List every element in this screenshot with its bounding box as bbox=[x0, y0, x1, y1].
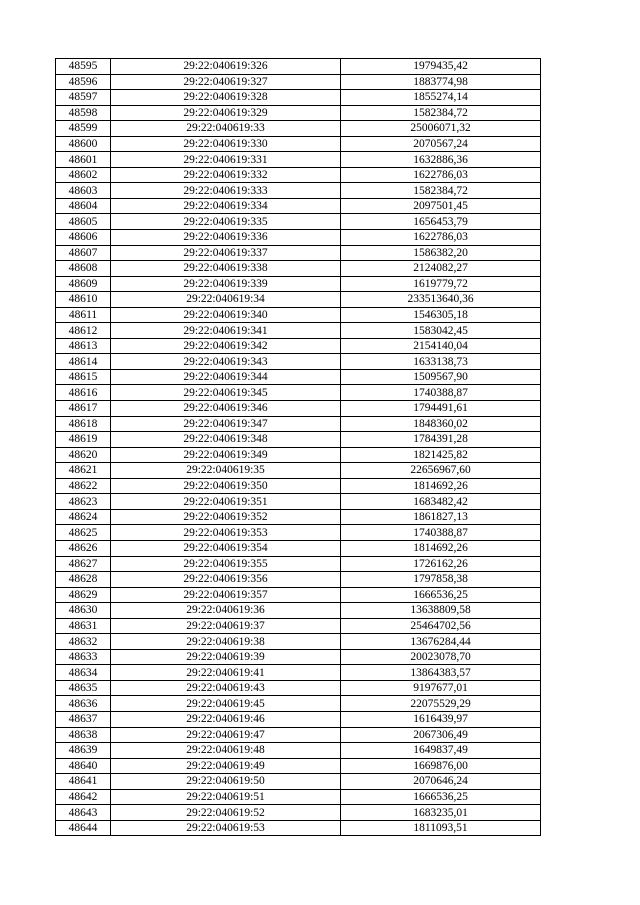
table-row bbox=[56, 680, 541, 696]
row-number-cell: 48606 bbox=[56, 230, 111, 246]
value-cell: 1649837,49 bbox=[341, 743, 541, 759]
cadastral-number-cell: 29:22:040619:345 bbox=[111, 385, 341, 401]
table-row bbox=[56, 230, 541, 246]
value-cell: 1683235,01 bbox=[341, 805, 541, 821]
table-row bbox=[56, 369, 541, 385]
cadastral-number-cell: 29:22:040619:52 bbox=[111, 805, 341, 821]
row-number-cell: 48609 bbox=[56, 276, 111, 292]
table-row bbox=[56, 121, 541, 137]
table-row bbox=[56, 416, 541, 432]
cadastral-number-cell: 29:22:040619:349 bbox=[111, 447, 341, 463]
cadastral-number-cell: 29:22:040619:326 bbox=[111, 59, 341, 75]
row-number-cell: 48611 bbox=[56, 307, 111, 323]
cadastral-number-cell: 29:22:040619:36 bbox=[111, 603, 341, 619]
cadastral-number-cell: 29:22:040619:335 bbox=[111, 214, 341, 230]
cadastral-number-cell: 29:22:040619:354 bbox=[111, 540, 341, 556]
table-row bbox=[56, 401, 541, 417]
table-row bbox=[56, 711, 541, 727]
row-number-cell: 48626 bbox=[56, 540, 111, 556]
row-number-cell: 48623 bbox=[56, 494, 111, 510]
value-cell: 1509567,90 bbox=[341, 369, 541, 385]
value-cell: 1740388,87 bbox=[341, 525, 541, 541]
table-row bbox=[56, 789, 541, 805]
table-row bbox=[56, 463, 541, 479]
value-cell: 1814692,26 bbox=[341, 540, 541, 556]
value-cell: 1666536,25 bbox=[341, 789, 541, 805]
cadastral-number-cell: 29:22:040619:333 bbox=[111, 183, 341, 199]
row-number-cell: 48642 bbox=[56, 789, 111, 805]
cadastral-number-cell: 29:22:040619:340 bbox=[111, 307, 341, 323]
cadastral-number-cell: 29:22:040619:346 bbox=[111, 401, 341, 417]
cadastral-number-cell: 29:22:040619:41 bbox=[111, 665, 341, 681]
table-row bbox=[56, 261, 541, 277]
cadastral-number-cell: 29:22:040619:46 bbox=[111, 711, 341, 727]
row-number-cell: 48610 bbox=[56, 292, 111, 308]
row-number-cell: 48632 bbox=[56, 634, 111, 650]
value-cell: 1740388,87 bbox=[341, 385, 541, 401]
cadastral-number-cell: 29:22:040619:48 bbox=[111, 743, 341, 759]
table-row bbox=[56, 307, 541, 323]
value-cell: 1582384,72 bbox=[341, 183, 541, 199]
value-cell: 1586382,20 bbox=[341, 245, 541, 261]
row-number-cell: 48633 bbox=[56, 649, 111, 665]
table-row bbox=[56, 618, 541, 634]
value-cell: 2070567,24 bbox=[341, 136, 541, 152]
cadastral-number-cell: 29:22:040619:38 bbox=[111, 634, 341, 650]
table-row bbox=[56, 665, 541, 681]
value-cell: 1583042,45 bbox=[341, 323, 541, 339]
table-row bbox=[56, 509, 541, 525]
table-row bbox=[56, 478, 541, 494]
value-cell: 1619779,72 bbox=[341, 276, 541, 292]
row-number-cell: 48616 bbox=[56, 385, 111, 401]
table-row bbox=[56, 385, 541, 401]
row-number-cell: 48620 bbox=[56, 447, 111, 463]
cadastral-number-cell: 29:22:040619:37 bbox=[111, 618, 341, 634]
cadastral-number-cell: 29:22:040619:355 bbox=[111, 556, 341, 572]
table-row bbox=[56, 634, 541, 650]
table-row bbox=[56, 572, 541, 588]
row-number-cell: 48597 bbox=[56, 90, 111, 106]
cadastral-number-cell: 29:22:040619:337 bbox=[111, 245, 341, 261]
cadastral-number-cell: 29:22:040619:50 bbox=[111, 774, 341, 790]
table-row bbox=[56, 136, 541, 152]
value-cell: 2067306,49 bbox=[341, 727, 541, 743]
row-number-cell: 48614 bbox=[56, 354, 111, 370]
row-number-cell: 48612 bbox=[56, 323, 111, 339]
table-row bbox=[56, 774, 541, 790]
cadastral-number-cell: 29:22:040619:334 bbox=[111, 198, 341, 214]
row-number-cell: 48608 bbox=[56, 261, 111, 277]
table-body bbox=[56, 59, 541, 836]
table-row bbox=[56, 214, 541, 230]
table-row bbox=[56, 820, 541, 836]
table-row bbox=[56, 198, 541, 214]
cadastral-number-cell: 29:22:040619:331 bbox=[111, 152, 341, 168]
value-cell: 2070646,24 bbox=[341, 774, 541, 790]
row-number-cell: 48637 bbox=[56, 711, 111, 727]
value-cell: 1861827,13 bbox=[341, 509, 541, 525]
value-cell: 1622786,03 bbox=[341, 230, 541, 246]
cadastral-number-cell: 29:22:040619:332 bbox=[111, 167, 341, 183]
table-row bbox=[56, 292, 541, 308]
value-cell: 13676284,44 bbox=[341, 634, 541, 650]
row-number-cell: 48618 bbox=[56, 416, 111, 432]
table-row bbox=[56, 696, 541, 712]
row-number-cell: 48615 bbox=[56, 369, 111, 385]
value-cell: 1546305,18 bbox=[341, 307, 541, 323]
row-number-cell: 48613 bbox=[56, 338, 111, 354]
cadastral-number-cell: 29:22:040619:342 bbox=[111, 338, 341, 354]
value-cell: 1622786,03 bbox=[341, 167, 541, 183]
table-row bbox=[56, 245, 541, 261]
data-table bbox=[55, 58, 541, 836]
cadastral-number-cell: 29:22:040619:51 bbox=[111, 789, 341, 805]
table-row bbox=[56, 649, 541, 665]
cadastral-number-cell: 29:22:040619:47 bbox=[111, 727, 341, 743]
row-number-cell: 48617 bbox=[56, 401, 111, 417]
cadastral-number-cell: 29:22:040619:353 bbox=[111, 525, 341, 541]
table-row bbox=[56, 494, 541, 510]
row-number-cell: 48604 bbox=[56, 198, 111, 214]
cadastral-number-cell: 29:22:040619:329 bbox=[111, 105, 341, 121]
row-number-cell: 48628 bbox=[56, 572, 111, 588]
cadastral-number-cell: 29:22:040619:336 bbox=[111, 230, 341, 246]
table-row bbox=[56, 447, 541, 463]
value-cell: 1794491,61 bbox=[341, 401, 541, 417]
value-cell: 1632886,36 bbox=[341, 152, 541, 168]
value-cell: 1656453,79 bbox=[341, 214, 541, 230]
table-row bbox=[56, 805, 541, 821]
value-cell: 1814692,26 bbox=[341, 478, 541, 494]
cadastral-number-cell: 29:22:040619:356 bbox=[111, 572, 341, 588]
row-number-cell: 48598 bbox=[56, 105, 111, 121]
row-number-cell: 48634 bbox=[56, 665, 111, 681]
row-number-cell: 48603 bbox=[56, 183, 111, 199]
cadastral-number-cell: 29:22:040619:35 bbox=[111, 463, 341, 479]
value-cell: 1811093,51 bbox=[341, 820, 541, 836]
value-cell: 1666536,25 bbox=[341, 587, 541, 603]
value-cell: 13638809,58 bbox=[341, 603, 541, 619]
row-number-cell: 48625 bbox=[56, 525, 111, 541]
cadastral-number-cell: 29:22:040619:341 bbox=[111, 323, 341, 339]
row-number-cell: 48629 bbox=[56, 587, 111, 603]
row-number-cell: 48622 bbox=[56, 478, 111, 494]
value-cell: 1726162,26 bbox=[341, 556, 541, 572]
value-cell: 1883774,98 bbox=[341, 74, 541, 90]
row-number-cell: 48599 bbox=[56, 121, 111, 137]
row-number-cell: 48607 bbox=[56, 245, 111, 261]
row-number-cell: 48605 bbox=[56, 214, 111, 230]
cadastral-number-cell: 29:22:040619:357 bbox=[111, 587, 341, 603]
cadastral-number-cell: 29:22:040619:350 bbox=[111, 478, 341, 494]
cadastral-number-cell: 29:22:040619:45 bbox=[111, 696, 341, 712]
value-cell: 233513640,36 bbox=[341, 292, 541, 308]
value-cell: 1683482,42 bbox=[341, 494, 541, 510]
row-number-cell: 48627 bbox=[56, 556, 111, 572]
value-cell: 1669876,00 bbox=[341, 758, 541, 774]
table-row bbox=[56, 556, 541, 572]
table-row bbox=[56, 587, 541, 603]
value-cell: 22656967,60 bbox=[341, 463, 541, 479]
row-number-cell: 48621 bbox=[56, 463, 111, 479]
table-row bbox=[56, 74, 541, 90]
cadastral-number-cell: 29:22:040619:53 bbox=[111, 820, 341, 836]
row-number-cell: 48639 bbox=[56, 743, 111, 759]
row-number-cell: 48595 bbox=[56, 59, 111, 75]
row-number-cell: 48624 bbox=[56, 509, 111, 525]
table-row bbox=[56, 354, 541, 370]
cadastral-number-cell: 29:22:040619:49 bbox=[111, 758, 341, 774]
cadastral-number-cell: 29:22:040619:348 bbox=[111, 432, 341, 448]
value-cell: 20023078,70 bbox=[341, 649, 541, 665]
value-cell: 9197677,01 bbox=[341, 680, 541, 696]
cadastral-number-cell: 29:22:040619:339 bbox=[111, 276, 341, 292]
table-row bbox=[56, 183, 541, 199]
cadastral-number-cell: 29:22:040619:327 bbox=[111, 74, 341, 90]
row-number-cell: 48601 bbox=[56, 152, 111, 168]
row-number-cell: 48630 bbox=[56, 603, 111, 619]
cadastral-number-cell: 29:22:040619:39 bbox=[111, 649, 341, 665]
table-row bbox=[56, 323, 541, 339]
table-row bbox=[56, 727, 541, 743]
value-cell: 1784391,28 bbox=[341, 432, 541, 448]
value-cell: 1848360,02 bbox=[341, 416, 541, 432]
value-cell: 1821425,82 bbox=[341, 447, 541, 463]
cadastral-number-cell: 29:22:040619:43 bbox=[111, 680, 341, 696]
value-cell: 1855274,14 bbox=[341, 90, 541, 106]
row-number-cell: 48638 bbox=[56, 727, 111, 743]
row-number-cell: 48631 bbox=[56, 618, 111, 634]
table-row bbox=[56, 525, 541, 541]
value-cell: 1797858,38 bbox=[341, 572, 541, 588]
row-number-cell: 48602 bbox=[56, 167, 111, 183]
row-number-cell: 48600 bbox=[56, 136, 111, 152]
row-number-cell: 48643 bbox=[56, 805, 111, 821]
cadastral-number-cell: 29:22:040619:347 bbox=[111, 416, 341, 432]
cadastral-number-cell: 29:22:040619:328 bbox=[111, 90, 341, 106]
table-row bbox=[56, 743, 541, 759]
table-row bbox=[56, 758, 541, 774]
value-cell: 13864383,57 bbox=[341, 665, 541, 681]
table-row bbox=[56, 338, 541, 354]
table-row bbox=[56, 540, 541, 556]
row-number-cell: 48619 bbox=[56, 432, 111, 448]
table-row bbox=[56, 276, 541, 292]
value-cell: 2124082,27 bbox=[341, 261, 541, 277]
cadastral-number-cell: 29:22:040619:344 bbox=[111, 369, 341, 385]
value-cell: 2097501,45 bbox=[341, 198, 541, 214]
cadastral-number-cell: 29:22:040619:352 bbox=[111, 509, 341, 525]
value-cell: 1616439,97 bbox=[341, 711, 541, 727]
table-row bbox=[56, 603, 541, 619]
cadastral-number-cell: 29:22:040619:338 bbox=[111, 261, 341, 277]
row-number-cell: 48636 bbox=[56, 696, 111, 712]
value-cell: 1582384,72 bbox=[341, 105, 541, 121]
row-number-cell: 48635 bbox=[56, 680, 111, 696]
value-cell: 1633138,73 bbox=[341, 354, 541, 370]
cadastral-number-cell: 29:22:040619:330 bbox=[111, 136, 341, 152]
row-number-cell: 48641 bbox=[56, 774, 111, 790]
table-row bbox=[56, 432, 541, 448]
table-row bbox=[56, 152, 541, 168]
row-number-cell: 48640 bbox=[56, 758, 111, 774]
table-row bbox=[56, 105, 541, 121]
table-row bbox=[56, 167, 541, 183]
value-cell: 25006071,32 bbox=[341, 121, 541, 137]
value-cell: 25464702,56 bbox=[341, 618, 541, 634]
cadastral-number-cell: 29:22:040619:33 bbox=[111, 121, 341, 137]
cadastral-number-cell: 29:22:040619:343 bbox=[111, 354, 341, 370]
row-number-cell: 48644 bbox=[56, 820, 111, 836]
table-row bbox=[56, 59, 541, 75]
row-number-cell: 48596 bbox=[56, 74, 111, 90]
value-cell: 2154140,04 bbox=[341, 338, 541, 354]
cadastral-number-cell: 29:22:040619:351 bbox=[111, 494, 341, 510]
value-cell: 22075529,29 bbox=[341, 696, 541, 712]
table-row bbox=[56, 90, 541, 106]
value-cell: 1979435,42 bbox=[341, 59, 541, 75]
cadastral-number-cell: 29:22:040619:34 bbox=[111, 292, 341, 308]
